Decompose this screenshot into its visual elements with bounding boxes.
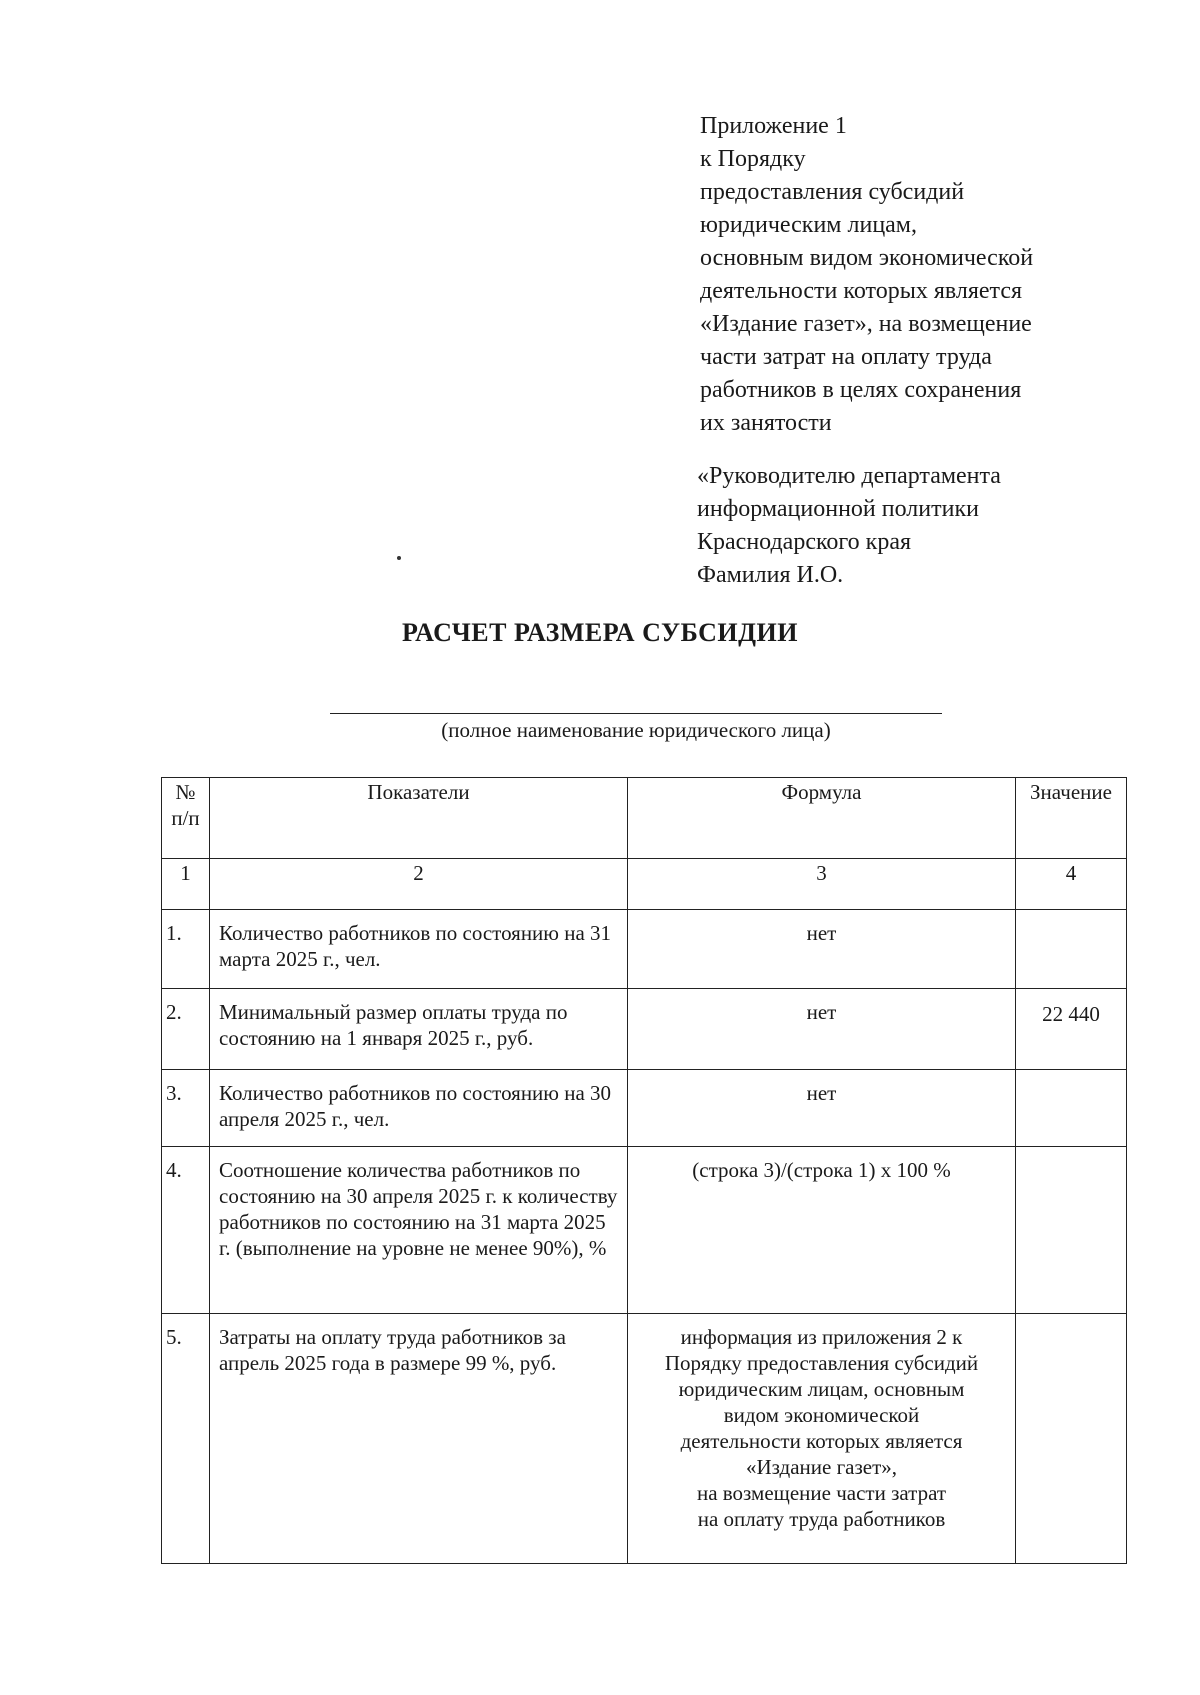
- formula-line: деятельности которых является: [680, 1429, 963, 1453]
- formula-line: на оплату труда работников: [697, 1507, 946, 1531]
- table-row: [162, 1147, 1127, 1314]
- appendix-line: Приложение 1: [700, 113, 847, 139]
- header-formula: Формула: [628, 778, 1016, 859]
- table-header-row: [162, 778, 1127, 859]
- formula-line: информация из приложения 2 к: [680, 1325, 963, 1349]
- document-title: РАСЧЕТ РАЗМЕРА СУБСИДИИ: [402, 618, 798, 647]
- appendix-line: «Издание газет», на возмещение: [700, 311, 1032, 337]
- row-formula: [628, 1070, 1016, 1147]
- appendix-line: предоставления субсидий: [700, 179, 965, 205]
- row-value-cell[interactable]: [1016, 910, 1127, 989]
- index-cell: 2: [210, 859, 628, 910]
- row-formula: [628, 989, 1016, 1070]
- header-number-line: №: [175, 780, 196, 804]
- formula-line: Порядку предоставления субсидий: [664, 1351, 979, 1375]
- header-number: [162, 778, 210, 859]
- table-row: [162, 1314, 1127, 1564]
- index-cell: 3: [628, 859, 1016, 910]
- formula-line: «Издание газет»,: [745, 1455, 898, 1479]
- row-indicator: Затраты на оплату труда работников за апрель 2025 года в размере 99 %, руб.: [210, 1314, 628, 1564]
- row-formula: [628, 910, 1016, 989]
- stray-dot: [397, 556, 401, 560]
- row-indicator: Количество работников по состоянию на 31 марта 2025 г., чел.: [210, 910, 628, 989]
- row-formula: [628, 1314, 1016, 1564]
- addressee-line: Фамилия И.О.: [697, 562, 844, 588]
- appendix-line: основным видом экономической: [700, 245, 1034, 271]
- formula-line: нет: [806, 1081, 837, 1105]
- table-row: [162, 989, 1127, 1070]
- addressee-line: информационной политики: [697, 496, 979, 522]
- appendix-line: деятельности которых является: [700, 278, 1023, 304]
- row-value-cell[interactable]: [1016, 1070, 1127, 1147]
- table-row: [162, 910, 1127, 989]
- row-indicator: Минимальный размер оплаты труда по состоянию на 1 января 2025 г., руб.: [210, 989, 628, 1070]
- appendix-line: работников в целях сохранения: [700, 377, 1022, 403]
- formula-line: нет: [806, 1000, 837, 1024]
- formula-line: на возмещение части затрат: [696, 1481, 947, 1505]
- row-indicator: Количество работников по состоянию на 30 апреля 2025 г., чел.: [210, 1070, 628, 1147]
- row-indicator: Соотношение количества работников по состоянию на 30 апреля 2025 г. к количеству работников по состоянию на 31 марта 2025 г. (выполнение на уровне не менее 90%), %: [210, 1147, 628, 1314]
- addressee-block: [697, 460, 1137, 592]
- header-value: Значение: [1016, 778, 1127, 859]
- row-value-cell[interactable]: [1016, 1147, 1127, 1314]
- index-cell: 1: [162, 859, 210, 910]
- table-row: [162, 1070, 1127, 1147]
- header-indicators: Показатели: [210, 778, 628, 859]
- row-number: 1.: [162, 910, 210, 989]
- row-number: 4.: [162, 1147, 210, 1314]
- row-value-cell[interactable]: [1016, 1314, 1127, 1564]
- legal-entity-name-line: [330, 713, 942, 714]
- formula-line: нет: [806, 921, 837, 945]
- row-formula: [628, 1147, 1016, 1314]
- header-number-line: п/п: [171, 806, 200, 830]
- appendix-line: юридическим лицам,: [700, 212, 917, 238]
- formula-line: юридическим лицам, основным: [678, 1377, 965, 1401]
- addressee-line: Краснодарского края: [697, 529, 912, 555]
- appendix-block: [700, 110, 1140, 440]
- appendix-line: их занятости: [700, 410, 832, 436]
- row-value-cell[interactable]: 22 440: [1016, 989, 1127, 1070]
- table-index-row: [162, 859, 1127, 910]
- formula-line: видом экономической: [723, 1403, 920, 1427]
- addressee-line: «Руководителю департамента: [697, 463, 1001, 489]
- formula-line: (строка 3)/(строка 1) х 100 %: [692, 1158, 951, 1182]
- appendix-line: к Порядку: [700, 146, 806, 172]
- subsidy-calculation-table: [161, 777, 1127, 1564]
- row-number: 5.: [162, 1314, 210, 1564]
- index-cell: 4: [1016, 859, 1127, 910]
- row-number: 2.: [162, 989, 210, 1070]
- legal-entity-name-caption: (полное наименование юридического лица): [441, 718, 831, 742]
- appendix-line: части затрат на оплату труда: [700, 344, 992, 370]
- row-number: 3.: [162, 1070, 210, 1147]
